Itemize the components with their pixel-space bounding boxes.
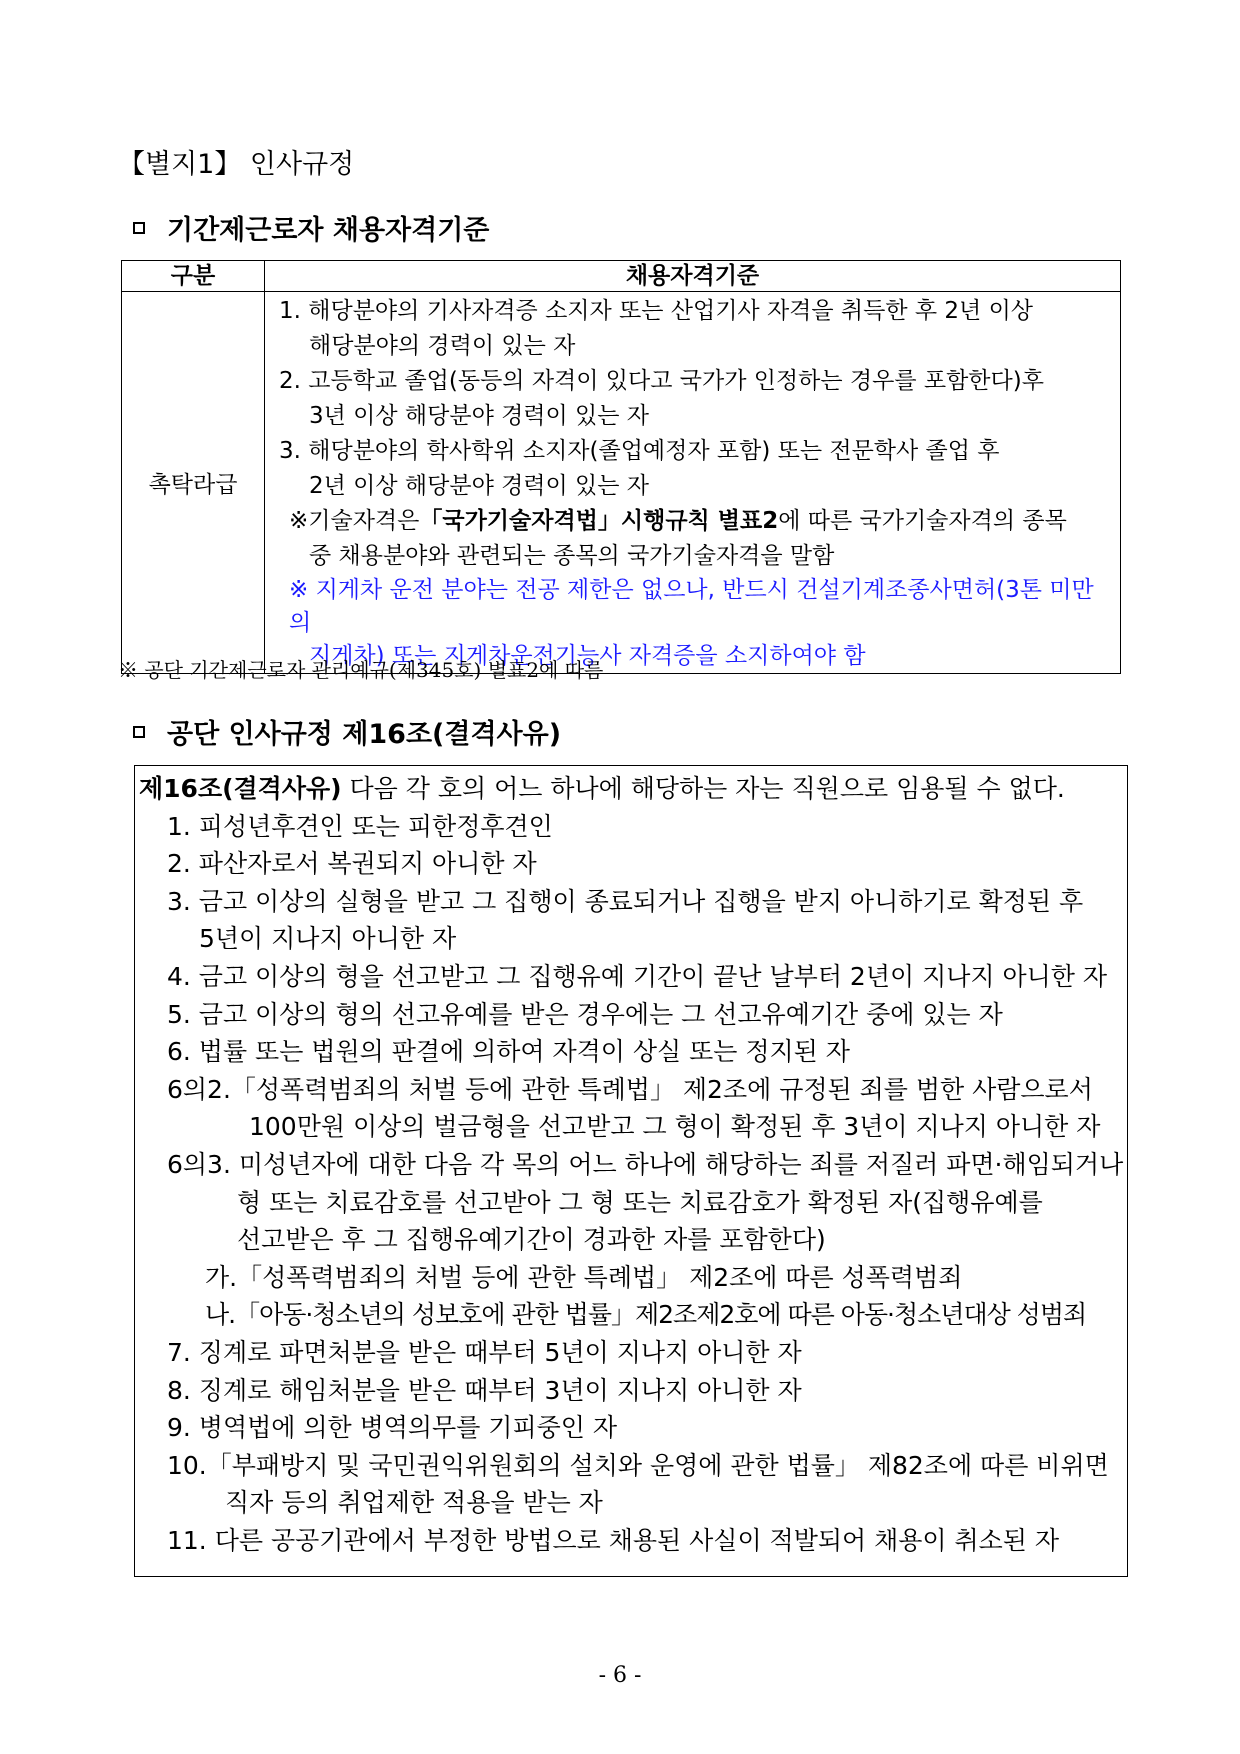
item-continuation: 해당분야의 경력이 있는 자 [309,333,576,359]
section-heading-disqualification [133,712,561,751]
list-item: 3. 금고 이상의 실형을 받고 그 집행이 종료되거나 집행을 받지 아니하기로 확정된 후 [167,886,1084,916]
item-text: 고등학교 졸업(동등의 자격이 있다고 국가가 인정하는 경우를 포함한다)후 [308,368,1044,394]
table-header-row [122,261,1121,292]
list-item: 8. 징계로 해임처분을 받은 때부터 3년이 지나지 아니한 자 [167,1375,802,1405]
square-bullet-icon [133,726,145,738]
list-item: 2. 파산자로서 복권되지 아니한 자 [167,849,537,879]
qualification-note [279,504,1106,539]
list-item: 6. 법률 또는 법원의 판결에 의하여 자격이 상실 또는 정지된 자 [167,1037,850,1067]
criteria-item [279,294,1106,329]
item-continuation: 2년 이상 해당분야 경력이 있는 자 [309,473,650,499]
list-item: 5. 금고 이상의 형의 선고유예를 받은 경우에는 그 선고유예기간 중에 있는 자 [167,999,1003,1029]
document-header-title: 【별지1】 인사규정 [118,149,355,180]
article-title: 제16조(결격사유) [139,774,342,803]
section-heading-criteria [133,208,489,247]
item-continuation: 3년 이상 해당분야 경력이 있는 자 [309,403,650,429]
article-16-box [134,765,1128,1577]
item-number: 1. [279,298,301,324]
sub-list-item: 나.「아동·청소년의 성보호에 관한 법률」제2조제2호에 따른 아동·청소년대상 성범죄 [205,1300,1087,1330]
section-heading-text: 기간제근로자 채용자격기준 [167,215,490,246]
list-item: 10.「부패방지 및 국민권익위원회의 설치와 운영에 관한 법률」 제82조에 따른 비위면 [167,1450,1109,1480]
article-intro-text: 다음 각 호의 어느 하나에 해당하는 자는 직원으로 임용될 수 없다. [341,774,1065,803]
list-item: 9. 병역법에 의한 병역의무를 기피중인 자 [167,1413,617,1443]
list-item: 6의2.「성폭력범죄의 처벌 등에 관한 특례법」 제2조에 규정된 죄를 범한 사람으로서 [167,1074,1093,1104]
forklift-note: ※ 지게차 운전 분야는 전공 제한은 없으나, 반드시 건설기계조종사면허(3톤 미만의 [289,577,1094,636]
criteria-item [279,364,1106,399]
item-text: 해당분야의 기사자격증 소지자 또는 산업기사 자격을 취득한 후 2년 이상 [308,298,1034,324]
list-item-continuation: 선고받은 후 그 집행유예기간이 경과한 자를 포함한다) [237,1225,826,1255]
list-item: 11. 다른 공공기관에서 부정한 방법으로 채용된 사실이 적발되어 채용이 취소된 자 [167,1525,1060,1555]
list-item-continuation: 형 또는 치료감호를 선고받아 그 형 또는 치료감호가 확정된 자(집행유예를 [237,1187,1043,1217]
column-header-criteria: 채용자격기준 [265,261,1121,292]
note-law-reference: 「국가기술자격법」시행규칙 별표2 [419,508,779,534]
square-bullet-icon [133,222,145,234]
list-item-continuation: 직자 등의 취업제한 적용을 받는 자 [225,1488,603,1518]
item-number: 3. [279,438,301,464]
forklift-note-continuation: 지게차) 또는 지게차운전기능사 자격증을 소지하여야 함 [309,643,866,669]
item-text: 해당분야의 학사학위 소지자(졸업예정자 포함) 또는 전문학사 졸업 후 [308,438,1000,464]
sub-list-item: 가.「성폭력범죄의 처벌 등에 관한 특례법」 제2조에 따른 성폭력범죄 [205,1262,963,1292]
list-item-continuation: 5년이 지나지 아니한 자 [199,924,457,954]
column-header-category: 구분 [122,261,265,292]
article-intro [139,770,1119,808]
section-heading-text: 공단 인사규정 제16조(결격사유) [167,719,562,750]
table-row [122,292,1121,674]
list-item: 1. 피성년후견인 또는 피한정후견인 [167,811,553,841]
table-footnote: ※ 공단 기간제근로자 관리예규(제345호) 별표2에 따름 [118,658,604,682]
criteria-table [121,260,1121,674]
list-item: 6의3. 미성년자에 대한 다음 각 목의 어느 하나에 해당하는 죄를 저질러 파면·해임되거나 [167,1149,1124,1179]
criteria-content-cell [265,292,1121,674]
list-item: 4. 금고 이상의 형을 선고받고 그 집행유예 기간이 끝난 날부터 2년이 지나지 아니한 자 [167,961,1108,991]
item-number: 2. [279,368,301,394]
note-prefix: ※기술자격은 [289,508,420,534]
list-item: 7. 징계로 파면처분을 받은 때부터 5년이 지나지 아니한 자 [167,1337,802,1367]
list-item-continuation: 100만원 이상의 벌금형을 선고받고 그 형이 확정된 후 3년이 지나지 아니한 자 [249,1112,1101,1142]
page-number: - 6 - [598,1663,642,1688]
qualification-note-continuation: 중 채용분야와 관련되는 종목의 국가기술자격을 말함 [309,543,835,569]
note-suffix: 에 따른 국가기술자격의 종목 [778,508,1067,534]
grade-cell: 촉탁라급 [122,292,265,674]
criteria-item [279,434,1106,469]
